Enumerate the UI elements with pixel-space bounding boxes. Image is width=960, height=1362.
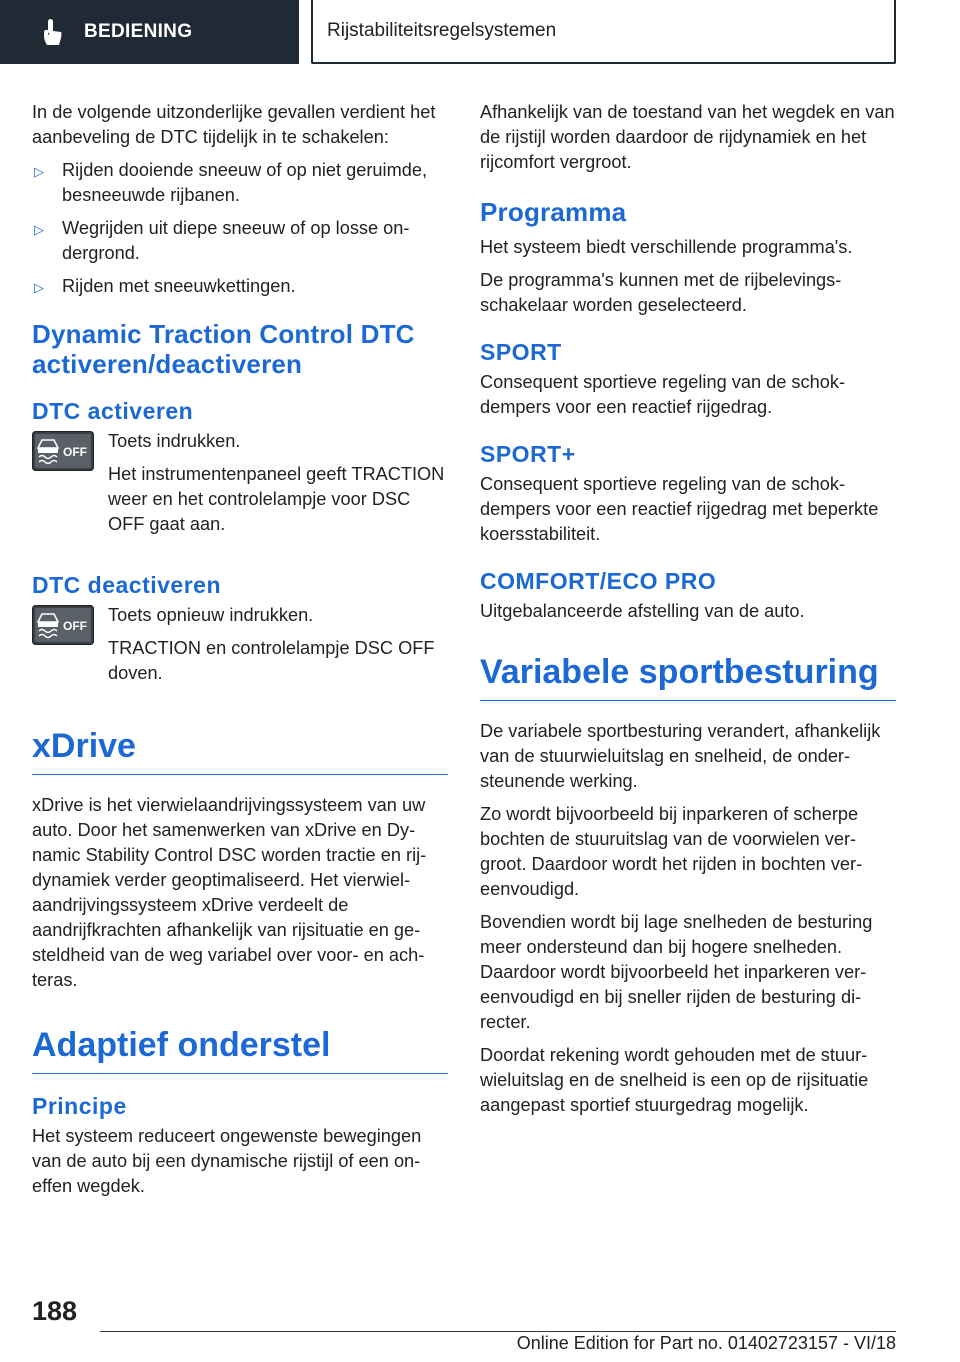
dtc-deactivate-heading: DTC deactiveren	[32, 572, 222, 598]
dtc-deactivate-step: Toets opnieuw indrukken.	[108, 605, 314, 625]
intro-right-paragraph: Afhankelijk van de toestand van het wegdek en van de rijstijl worden daardoor de rijdynamiek en het rijcomfort vergroot.	[480, 102, 895, 172]
triangle-bullet-icon: ▷	[34, 280, 44, 295]
variabele-heading: Variabele sportbesturing	[480, 650, 896, 701]
sportplus-paragraph: Consequent sportieve regeling van de schokdempers voor een reactief rijgedrag met beperkte koersstabiliteit.	[480, 474, 879, 544]
header-chapter-title: Rijstabiliteitsregelsystemen	[327, 20, 557, 41]
dtc-deactivate-result: TRACTION en controlelampje DSC OFF doven.	[108, 638, 435, 683]
dsc-off-icon	[32, 605, 94, 645]
exception-list	[32, 158, 448, 299]
footer-edition: Online Edition for Part no. 01402723157 - VI/18	[516, 1333, 896, 1353]
hand-touch-icon	[38, 18, 66, 46]
dtc-heading: Dynamic Traction Control DTC activeren/deactiveren	[32, 319, 415, 379]
variabele-paragraph-2: Zo wordt bijvoorbeeld bij inparkeren of scherpe bochten de stuuruitslag van de voorwielen vergroot. Daardoor wordt het rijden in bochten vereenvoudigd.	[480, 804, 863, 899]
header-section-label: BEDIENING	[84, 21, 193, 42]
sport-paragraph: Consequent sportieve regeling van de schokdempers voor een reactief rijgedrag.	[480, 372, 845, 417]
variabele-paragraph-1: De variabele sportbesturing verandert, afhankelijk van de stuurwieluitslag en snelheid, de ondersteunende werking.	[480, 721, 881, 791]
dtc-activate-result: Het instrumentenpaneel geeft TRACTION weer en het controlelampje voor DSC OFF gaat aan.	[108, 464, 445, 534]
list-item: ▷ Rijden met sneeuwkettingen.	[32, 274, 448, 299]
svg-text:OFF: OFF	[63, 445, 87, 459]
intro-paragraph: In de volgende uitzonderlijke gevallen verdient het aanbeveling de DTC tijdelijk in te schakelen:	[32, 102, 436, 147]
principe-heading: Principe	[32, 1093, 127, 1119]
dtc-deactivate-instruction	[32, 603, 448, 686]
adaptief-heading: Adaptief onderstel	[32, 1023, 448, 1074]
page-number: 188	[32, 1296, 78, 1326]
triangle-bullet-icon: ▷	[34, 164, 44, 179]
footer-divider	[100, 1331, 896, 1332]
header-section-tab	[0, 0, 299, 64]
variabele-paragraph-4: Doordat rekening wordt gehouden met de stuurwieluitslag en de snelheid is een op de rijsituatie aangepast sportief stuurgedrag mogelijk.	[480, 1045, 869, 1115]
programma-heading: Programma	[480, 197, 627, 227]
principe-paragraph: Het systeem reduceert ongewenste bewegingen van de auto bij een dynamische rijstijl of een oneffen wegdek.	[32, 1126, 422, 1196]
comfort-paragraph: Uitgebalanceerde afstelling van de auto.	[480, 601, 805, 621]
sportplus-heading: SPORT+	[480, 441, 576, 467]
left-column	[32, 100, 448, 1199]
triangle-bullet-icon: ▷	[34, 222, 44, 237]
dtc-activate-step: Toets indrukken.	[108, 431, 241, 451]
right-column	[480, 100, 896, 1118]
xdrive-paragraph: xDrive is het vierwielaandrijvingssysteem van uw auto. Door het samenwerken van xDrive en Dynamic Stability Control DSC worden tractie en rijdynamiek verder geoptimaliseerd. Het vierwielaandrijvingssysteem xDrive verdeelt de aandrijfkrachten afhankelijk van rijsituatie en gesteldheid van de weg variabel over voor- en achteras.	[32, 795, 427, 990]
svg-text:OFF: OFF	[63, 619, 87, 633]
header-chapter-box	[311, 0, 896, 64]
xdrive-heading: xDrive	[32, 724, 448, 775]
comfort-heading: COMFORT/ECO PRO	[480, 568, 717, 594]
list-item: ▷ Wegrijden uit diepe sneeuw of op losse ondergrond.	[34, 218, 410, 263]
list-item: ▷ Rijden dooiende sneeuw of op niet geruimde, besneeuwde rijbanen.	[34, 160, 428, 205]
dsc-off-icon	[32, 431, 94, 471]
sport-heading: SPORT	[480, 339, 562, 365]
programma-paragraph-2: De programma's kunnen met de rijbelevingsschakelaar worden geselecteerd.	[480, 270, 842, 315]
variabele-paragraph-3: Bovendien wordt bij lage snelheden de besturing meer ondersteund dan bij hogere snelheden. Daardoor wordt bijvoorbeeld het inparkeren vereenvoudigd en bij sneller rijden de besturing directer.	[480, 912, 873, 1032]
programma-paragraph-1: Het systeem biedt verschillende programma's.	[480, 237, 853, 257]
dtc-activate-instruction	[32, 429, 448, 537]
dtc-activate-heading: DTC activeren	[32, 398, 194, 424]
